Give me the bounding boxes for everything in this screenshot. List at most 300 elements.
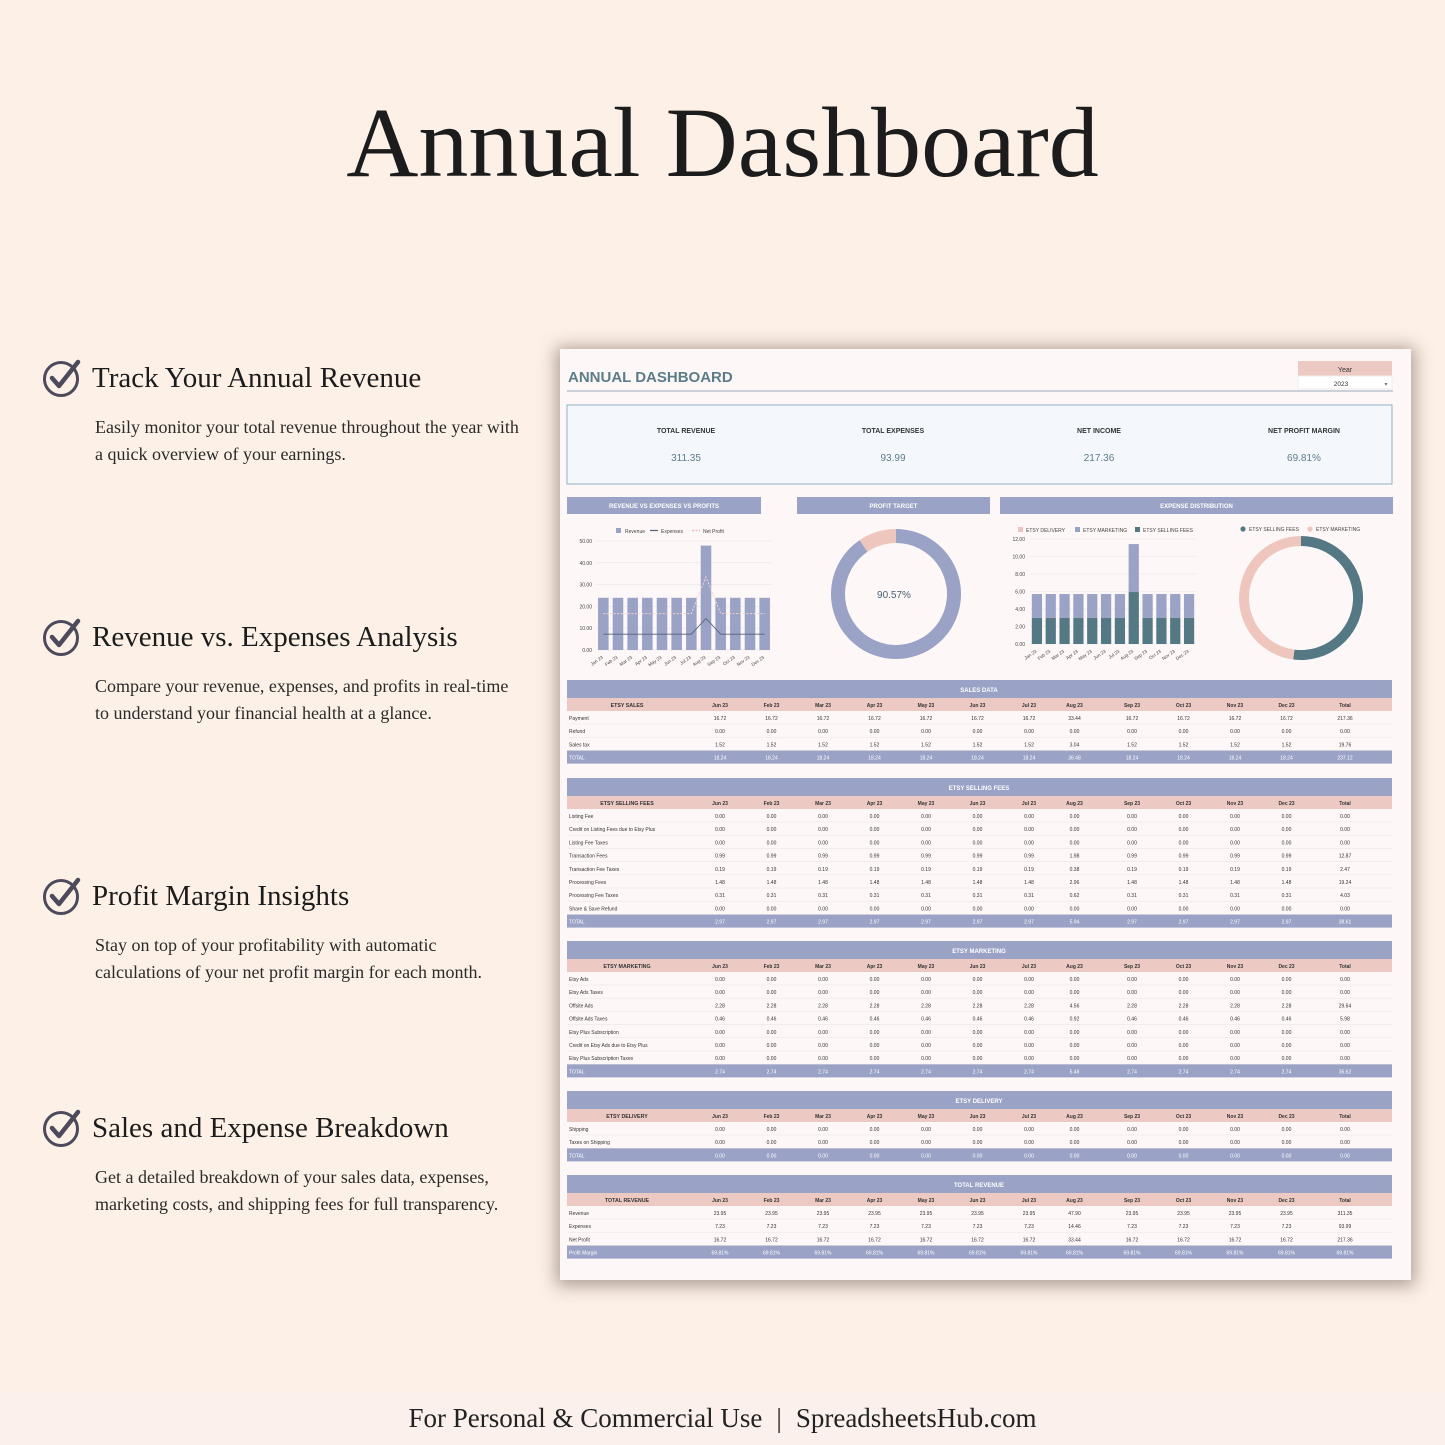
- table-row-label: Share & Save Refund: [569, 906, 618, 913]
- total-row-total: 69.81%: [1336, 1250, 1354, 1257]
- month-header: Jun 23: [969, 801, 986, 807]
- y-tick-label: 12.00: [1012, 537, 1025, 543]
- table-cell: 0.00: [1127, 1043, 1137, 1049]
- kpi-value: 69.81%: [1287, 453, 1321, 464]
- table-cell: 0.00: [1230, 840, 1240, 847]
- total-row-cell: 2.74: [818, 1069, 828, 1076]
- month-header: Mar 23: [815, 1114, 831, 1120]
- table-cell: 3.04: [1069, 742, 1080, 749]
- table-cell: 0.31: [818, 893, 828, 900]
- table-cell: 0.00: [1230, 906, 1240, 913]
- feature-item: [42, 358, 522, 468]
- total-row-cell: 18.24: [868, 755, 881, 762]
- table-cell: 0.00: [972, 977, 983, 983]
- month-header: May 23: [917, 1198, 935, 1204]
- table-cell: 0.00: [1024, 1029, 1034, 1036]
- revenue-bar: [730, 598, 741, 650]
- table-cell: 7.23: [869, 1224, 880, 1231]
- table-cell: 0.00: [921, 1056, 931, 1063]
- month-header: Mar 23: [815, 1198, 831, 1204]
- month-header: Sep 23: [1123, 703, 1141, 709]
- table-cell: 0.00: [715, 1056, 725, 1063]
- kpi-value: 217.36: [1083, 453, 1115, 464]
- table-cell: 0.00: [715, 729, 725, 736]
- table-cell: 16.72: [765, 1237, 778, 1244]
- total-row-cell: 5.48: [1069, 1069, 1080, 1076]
- table-cell: 1.52: [869, 742, 880, 749]
- table-cell: 1.48: [818, 880, 828, 886]
- month-header: Mar 23: [815, 703, 831, 709]
- month-header: Dec 23: [1278, 801, 1295, 807]
- table-cell: 0.46: [818, 1016, 828, 1023]
- revenue-bar: [642, 598, 653, 650]
- table-cell: 0.00: [869, 1029, 880, 1036]
- month-header: Jul 23: [1021, 964, 1037, 970]
- month-header: Oct 23: [1175, 801, 1192, 807]
- table-cell: 2.28: [1281, 1003, 1292, 1010]
- table-cell: 0.00: [1281, 814, 1292, 820]
- table-cell: 0.00: [766, 840, 777, 847]
- table-cell: 0.00: [818, 840, 828, 847]
- month-header: Nov 23: [1226, 1198, 1244, 1204]
- table-cell: 0.00: [1127, 1140, 1137, 1147]
- total-row-cell: 18.24: [765, 755, 778, 762]
- expense-share-slice: [1239, 536, 1301, 660]
- legend-label: ETSY MARKETING: [1083, 528, 1128, 534]
- x-tick-label: Sep 23: [706, 654, 722, 668]
- table-cell: 0.00: [1178, 1127, 1189, 1133]
- x-tick-label: Apr 23: [1065, 648, 1079, 661]
- table-cell: 0.31: [972, 893, 983, 900]
- table-cell: 23.95: [1125, 1211, 1139, 1217]
- marketing-bar: [1046, 594, 1056, 618]
- table-row-label: Etsy Ads Taxes: [569, 990, 603, 997]
- table-cell: 16.72: [765, 716, 778, 722]
- year-label: Year: [1337, 367, 1353, 374]
- x-tick-label: Jan 23: [589, 654, 604, 667]
- total-row-cell: 69.81%: [814, 1250, 832, 1257]
- y-tick-label: 2.00: [1015, 624, 1025, 631]
- table-cell: 0.00: [869, 990, 880, 997]
- month-header: Aug 23: [1066, 801, 1083, 807]
- table-cell: 0.19: [921, 866, 931, 873]
- table-cell: 0.00: [1178, 977, 1189, 983]
- table-cell: 0.00: [1127, 814, 1137, 820]
- total-row-cell: 18.24: [1125, 755, 1139, 762]
- total-row-cell: 2.74: [1024, 1069, 1034, 1076]
- table-cell: 1.52: [921, 742, 931, 749]
- table-row-total: 0.00: [1340, 840, 1350, 847]
- x-tick-label: Apr 23: [633, 654, 648, 667]
- month-header: Jun 23: [712, 1114, 728, 1120]
- kpi-label: NET INCOME: [1077, 428, 1121, 435]
- x-tick-label: Jul 23: [1107, 648, 1121, 660]
- table-cell: 0.99: [1127, 853, 1137, 860]
- month-header: Feb 23: [763, 1198, 780, 1204]
- table-cell: 0.00: [818, 729, 828, 736]
- table-cell: 0.99: [972, 853, 983, 860]
- table-cell: 0.00: [1178, 990, 1189, 997]
- total-row-cell: 18.24: [816, 755, 830, 762]
- revenue-bar: [759, 598, 770, 650]
- month-header: Feb 23: [763, 801, 780, 807]
- legend-swatch: [1135, 527, 1140, 532]
- table-cell: 0.00: [1127, 840, 1137, 847]
- table-cell: 7.23: [1127, 1224, 1137, 1231]
- table-cell: 0.00: [1281, 977, 1292, 983]
- table-cell: 0.00: [1069, 840, 1080, 847]
- table-cell: 0.00: [1230, 1043, 1240, 1049]
- x-tick-label: Feb 23: [603, 654, 619, 668]
- table-cell: 0.00: [1178, 814, 1189, 820]
- table-title: ETSY MARKETING: [952, 949, 1006, 955]
- table-cell: 0.00: [972, 1043, 983, 1049]
- table-cell: 16.72: [971, 1237, 984, 1244]
- revenue-bar: [598, 598, 609, 650]
- table-cell: 0.00: [766, 977, 777, 983]
- feature-header: [42, 617, 522, 657]
- year-select-value: 2023: [1333, 381, 1349, 388]
- month-header: Nov 23: [1226, 703, 1244, 709]
- table-cell: 0.00: [1024, 827, 1034, 834]
- table-title: ETSY DELIVERY: [955, 1099, 1003, 1105]
- table-row-total: 0.00: [1340, 1056, 1350, 1063]
- total-header: Total: [1339, 1198, 1351, 1204]
- marketing-bar: [1129, 544, 1139, 592]
- total-row-cell: 69.81%: [866, 1250, 883, 1257]
- table-cell: 0.99: [715, 853, 725, 860]
- table-cell: 0.00: [1024, 1056, 1034, 1063]
- table-cell: 7.23: [715, 1224, 725, 1231]
- table-row-label: Offsite Ads: [569, 1003, 594, 1010]
- x-tick-label: Aug 23: [691, 654, 707, 668]
- kpi-label: TOTAL EXPENSES: [861, 428, 925, 435]
- profit-target-value: 90.57%: [877, 590, 911, 601]
- table-row-label: Payment: [569, 716, 589, 722]
- table-cell: 0.31: [921, 893, 931, 900]
- table-cell: 0.00: [1069, 1056, 1080, 1063]
- footer-separator: |: [776, 1403, 782, 1433]
- table-cell: 0.00: [1069, 729, 1080, 736]
- table-title: SALES DATA: [960, 688, 998, 694]
- dashboard-title: ANNUAL DASHBOARD: [568, 369, 733, 386]
- table-cell: 0.00: [1024, 906, 1034, 913]
- table-cell: 0.99: [869, 853, 880, 860]
- marketing-bar: [1170, 594, 1180, 618]
- table-cell: 0.00: [1178, 840, 1189, 847]
- month-header: Aug 23: [1066, 1198, 1083, 1204]
- kpi-value: 311.35: [671, 453, 701, 464]
- total-row-cell: 2.74: [715, 1069, 725, 1076]
- table-cell: 0.00: [766, 1127, 777, 1133]
- month-header: Jun 23: [969, 964, 986, 970]
- table-cell: 0.99: [1230, 853, 1240, 860]
- table-cell: 47.90: [1068, 1211, 1081, 1217]
- table-cell: 1.48: [1230, 880, 1240, 886]
- total-header: Total: [1339, 703, 1351, 709]
- footer-license: For Personal & Commercial Use: [408, 1403, 763, 1433]
- table-cell: 0.00: [921, 729, 931, 736]
- feature-item: [42, 1108, 522, 1218]
- table-cell: 0.00: [921, 840, 931, 847]
- total-row-cell: 2.97: [972, 919, 983, 926]
- footer: [0, 1392, 1445, 1445]
- table-cell: 0.00: [972, 840, 983, 847]
- revenue-bar: [671, 598, 682, 650]
- table-cell: 0.99: [1024, 853, 1034, 860]
- x-tick-label: Nov 23: [735, 654, 751, 668]
- month-header: Apr 23: [866, 1198, 883, 1204]
- table-cell: 0.31: [1178, 893, 1189, 900]
- table-cell: 0.00: [818, 977, 828, 983]
- marketing-bar: [1101, 594, 1111, 618]
- table-cell: 0.00: [921, 906, 931, 913]
- table-cell: 1.48: [715, 880, 725, 886]
- table-cell: 0.38: [1069, 866, 1080, 873]
- table-row-label: Net Profit: [569, 1237, 590, 1244]
- table-cell: 0.00: [1178, 729, 1189, 736]
- total-row-cell: 69.81%: [1066, 1250, 1083, 1257]
- table-cell: 1.48: [766, 880, 777, 886]
- table-cell: 16.72: [816, 716, 830, 722]
- table-cell: 0.00: [1230, 1140, 1240, 1147]
- total-row-total: 35.62: [1338, 1069, 1352, 1076]
- table-cell: 0.00: [921, 1043, 931, 1049]
- table-cell: 1.52: [818, 742, 828, 749]
- x-tick-label: Oct 23: [1148, 648, 1162, 661]
- month-header: Feb 23: [763, 703, 780, 709]
- x-tick-label: Nov 23: [1161, 648, 1176, 662]
- table-cell: 16.72: [919, 716, 933, 722]
- total-row-total: 237.12: [1337, 755, 1353, 762]
- table-cell: 0.19: [1230, 866, 1240, 873]
- table-cell: 0.99: [766, 853, 777, 860]
- total-row-cell: 0.00: [921, 1153, 931, 1160]
- table-cell: 23.95: [1228, 1211, 1242, 1217]
- table-cell: 0.00: [715, 1043, 725, 1049]
- page-title: Annual Dashboard: [346, 87, 1099, 198]
- x-tick-label: Dec 23: [1174, 648, 1190, 662]
- table-row-total: 12.87: [1338, 853, 1352, 860]
- table-cell: 2.28: [921, 1003, 931, 1010]
- checkmark-circle-icon: [42, 876, 82, 916]
- table-cell: 0.46: [1024, 1016, 1034, 1023]
- table-cell: 0.00: [715, 990, 725, 997]
- table-cell: 2.28: [972, 1003, 983, 1010]
- total-row-label: TOTAL: [569, 919, 585, 926]
- month-header: Jul 23: [1021, 1198, 1037, 1204]
- x-tick-label: Aug 23: [1119, 648, 1135, 662]
- table-cell: 0.00: [766, 827, 777, 834]
- table-cell: 0.31: [1024, 893, 1034, 900]
- table-cell: 0.00: [818, 1043, 828, 1049]
- legend-label: ETSY DELIVERY: [1026, 528, 1065, 534]
- legend-swatch: [1018, 527, 1023, 532]
- table-cell: 23.95: [816, 1211, 830, 1217]
- table-cell: 0.00: [869, 977, 880, 983]
- table-cell: 0.00: [1281, 1140, 1292, 1147]
- table-cell: 0.00: [1281, 990, 1292, 997]
- month-header: Apr 23: [866, 703, 883, 709]
- table-cell: 0.00: [1127, 977, 1137, 983]
- table-cell: 0.00: [818, 827, 828, 834]
- month-header: Nov 23: [1226, 964, 1244, 970]
- total-row-cell: 2.74: [1178, 1069, 1189, 1076]
- table-cell: 16.72: [1125, 716, 1139, 722]
- revenue-bar: [613, 598, 624, 650]
- selling-fees-bar: [1087, 618, 1097, 644]
- table-cell: 0.31: [869, 893, 880, 900]
- table-cell: 0.99: [921, 853, 931, 860]
- month-header: May 23: [917, 1114, 935, 1120]
- month-header: Sep 23: [1123, 801, 1141, 807]
- table-cell: 0.00: [1178, 1043, 1189, 1049]
- table-title: ETSY SELLING FEES: [948, 786, 1010, 792]
- table-cell: 0.00: [972, 1140, 983, 1147]
- table-cell: 0.00: [1069, 814, 1080, 820]
- total-row-cell: 0.00: [766, 1153, 777, 1160]
- table-cell: 7.23: [1281, 1224, 1292, 1231]
- table-row-total: 0.00: [1340, 906, 1350, 913]
- table-cell: 1.52: [766, 742, 777, 749]
- table-cell: 0.00: [921, 977, 931, 983]
- table-cell: 0.00: [1069, 977, 1080, 983]
- legend-label: ETSY MARKETING: [1316, 527, 1361, 533]
- total-row-cell: 0.00: [1024, 1153, 1034, 1160]
- total-row-cell: 69.81%: [1278, 1250, 1295, 1257]
- table-cell: 0.31: [1281, 893, 1292, 900]
- total-row-cell: 18.24: [919, 755, 933, 762]
- table-cell: 0.19: [1178, 866, 1189, 873]
- table-cell: 7.23: [818, 1224, 828, 1231]
- chart-title: EXPENSE DISTRIBUTION: [1160, 504, 1233, 510]
- total-header: Total: [1339, 1114, 1351, 1120]
- table-cell: 0.00: [1069, 1127, 1080, 1133]
- total-row-cell: 69.81%: [1175, 1250, 1192, 1257]
- selling-fees-bar: [1032, 618, 1042, 644]
- table-row-label: Listing Fee: [569, 814, 594, 820]
- marketing-bar: [1059, 594, 1069, 618]
- table-cell: 1.98: [1069, 853, 1080, 860]
- table-cell: 16.72: [1177, 1237, 1190, 1244]
- table-cell: 23.95: [971, 1211, 984, 1217]
- total-row-total: 0.00: [1340, 1153, 1350, 1160]
- legend-swatch: [616, 528, 621, 533]
- total-row-cell: 2.74: [972, 1069, 983, 1076]
- revenue-bar: [701, 546, 712, 650]
- table-cell: 2.96: [1069, 880, 1080, 886]
- table-cell: 0.00: [921, 1140, 931, 1147]
- table-cell: 23.95: [919, 1211, 933, 1217]
- table-cell: 0.00: [972, 1029, 983, 1036]
- total-row-cell: 18.24: [1177, 755, 1190, 762]
- y-tick-label: 40.00: [579, 560, 592, 567]
- table-cell: 0.00: [869, 840, 880, 847]
- table-cell: 0.46: [1127, 1016, 1137, 1023]
- table-cell: 0.00: [972, 990, 983, 997]
- total-row-cell: 2.97: [715, 919, 725, 926]
- table-cell: 0.00: [1281, 1029, 1292, 1036]
- selling-fees-bar: [1115, 618, 1125, 644]
- table-cell: 0.00: [869, 1127, 880, 1133]
- table-cell: 0.19: [766, 866, 777, 873]
- total-row-cell: 5.94: [1069, 919, 1080, 926]
- table-cell: 0.00: [1281, 1127, 1292, 1133]
- total-header: Total: [1339, 801, 1351, 807]
- table-cell: 0.46: [869, 1016, 880, 1023]
- table-cell: 0.19: [869, 866, 880, 873]
- table-cell: 0.00: [766, 1029, 777, 1036]
- table-cell: 0.00: [972, 1127, 983, 1133]
- table-row-label: Etsy Plus Subscription: [569, 1029, 619, 1036]
- selling-fees-bar: [1046, 618, 1056, 644]
- table-cell: 0.00: [1024, 977, 1034, 983]
- table-cell: 2.28: [1127, 1003, 1137, 1010]
- total-row-cell: 2.97: [1024, 919, 1034, 926]
- total-row-cell: 2.74: [1127, 1069, 1137, 1076]
- table-cell: 0.31: [1127, 893, 1137, 900]
- total-row-cell: 0.00: [818, 1153, 828, 1160]
- table-cell: 1.52: [715, 742, 725, 749]
- table-row-total: 217.36: [1337, 1237, 1353, 1244]
- table-cell: 0.00: [1127, 906, 1137, 913]
- table-row-label: Offsite Ads Taxes: [569, 1016, 608, 1023]
- table-cell: 16.72: [1022, 716, 1036, 722]
- table-cell: 0.00: [1127, 827, 1137, 834]
- table-cell: 0.00: [1024, 729, 1034, 736]
- total-row-cell: 0.00: [972, 1153, 983, 1160]
- table-cell: 0.00: [715, 1140, 725, 1147]
- table-header-label: ETSY SALES: [610, 703, 644, 709]
- total-row-cell: 69.81%: [917, 1250, 935, 1257]
- total-row-cell: 0.00: [1230, 1153, 1240, 1160]
- table-row-label: Processing Fee Taxes: [569, 893, 619, 900]
- table-row-total: 0.00: [1340, 1043, 1350, 1049]
- table-cell: 2.28: [869, 1003, 880, 1010]
- table-cell: 16.72: [1177, 716, 1190, 722]
- table-cell: 0.00: [715, 827, 725, 834]
- table-cell: 0.00: [1281, 729, 1292, 736]
- table-cell: 2.28: [766, 1003, 777, 1010]
- table-header-label: ETSY DELIVERY: [606, 1114, 648, 1120]
- total-row-cell: 36.48: [1068, 755, 1081, 762]
- dashboard-spreadsheet: [560, 349, 1411, 1280]
- table-cell: 0.00: [921, 990, 931, 997]
- total-row-cell: 2.97: [1127, 919, 1137, 926]
- y-tick-label: 4.00: [1015, 607, 1025, 613]
- total-header: Total: [1339, 964, 1351, 970]
- revenue-bar: [745, 598, 756, 650]
- month-header: Feb 23: [763, 1114, 780, 1120]
- month-header: Feb 23: [763, 964, 780, 970]
- table-header-label: TOTAL REVENUE: [604, 1198, 650, 1204]
- table-cell: 0.46: [1281, 1016, 1292, 1023]
- table-cell: 1.48: [921, 880, 931, 886]
- selling-fees-bar: [1073, 618, 1083, 644]
- table-cell: 0.00: [1069, 1140, 1080, 1147]
- table-cell: 7.23: [1024, 1224, 1034, 1231]
- table-row-label: Etsy Plus Subscription Taxes: [569, 1056, 634, 1063]
- table-cell: 0.00: [766, 1140, 777, 1147]
- table-cell: 0.00: [766, 814, 777, 820]
- table-cell: 0.00: [715, 814, 725, 820]
- x-tick-label: Dec 23: [750, 654, 766, 668]
- revenue-bar: [686, 598, 697, 650]
- table-cell: 0.00: [1281, 1056, 1292, 1063]
- table-row-total: 217.36: [1337, 716, 1353, 722]
- table-row-label: Taxes on Shipping: [569, 1140, 610, 1147]
- table-title: TOTAL REVENUE: [953, 1183, 1005, 1189]
